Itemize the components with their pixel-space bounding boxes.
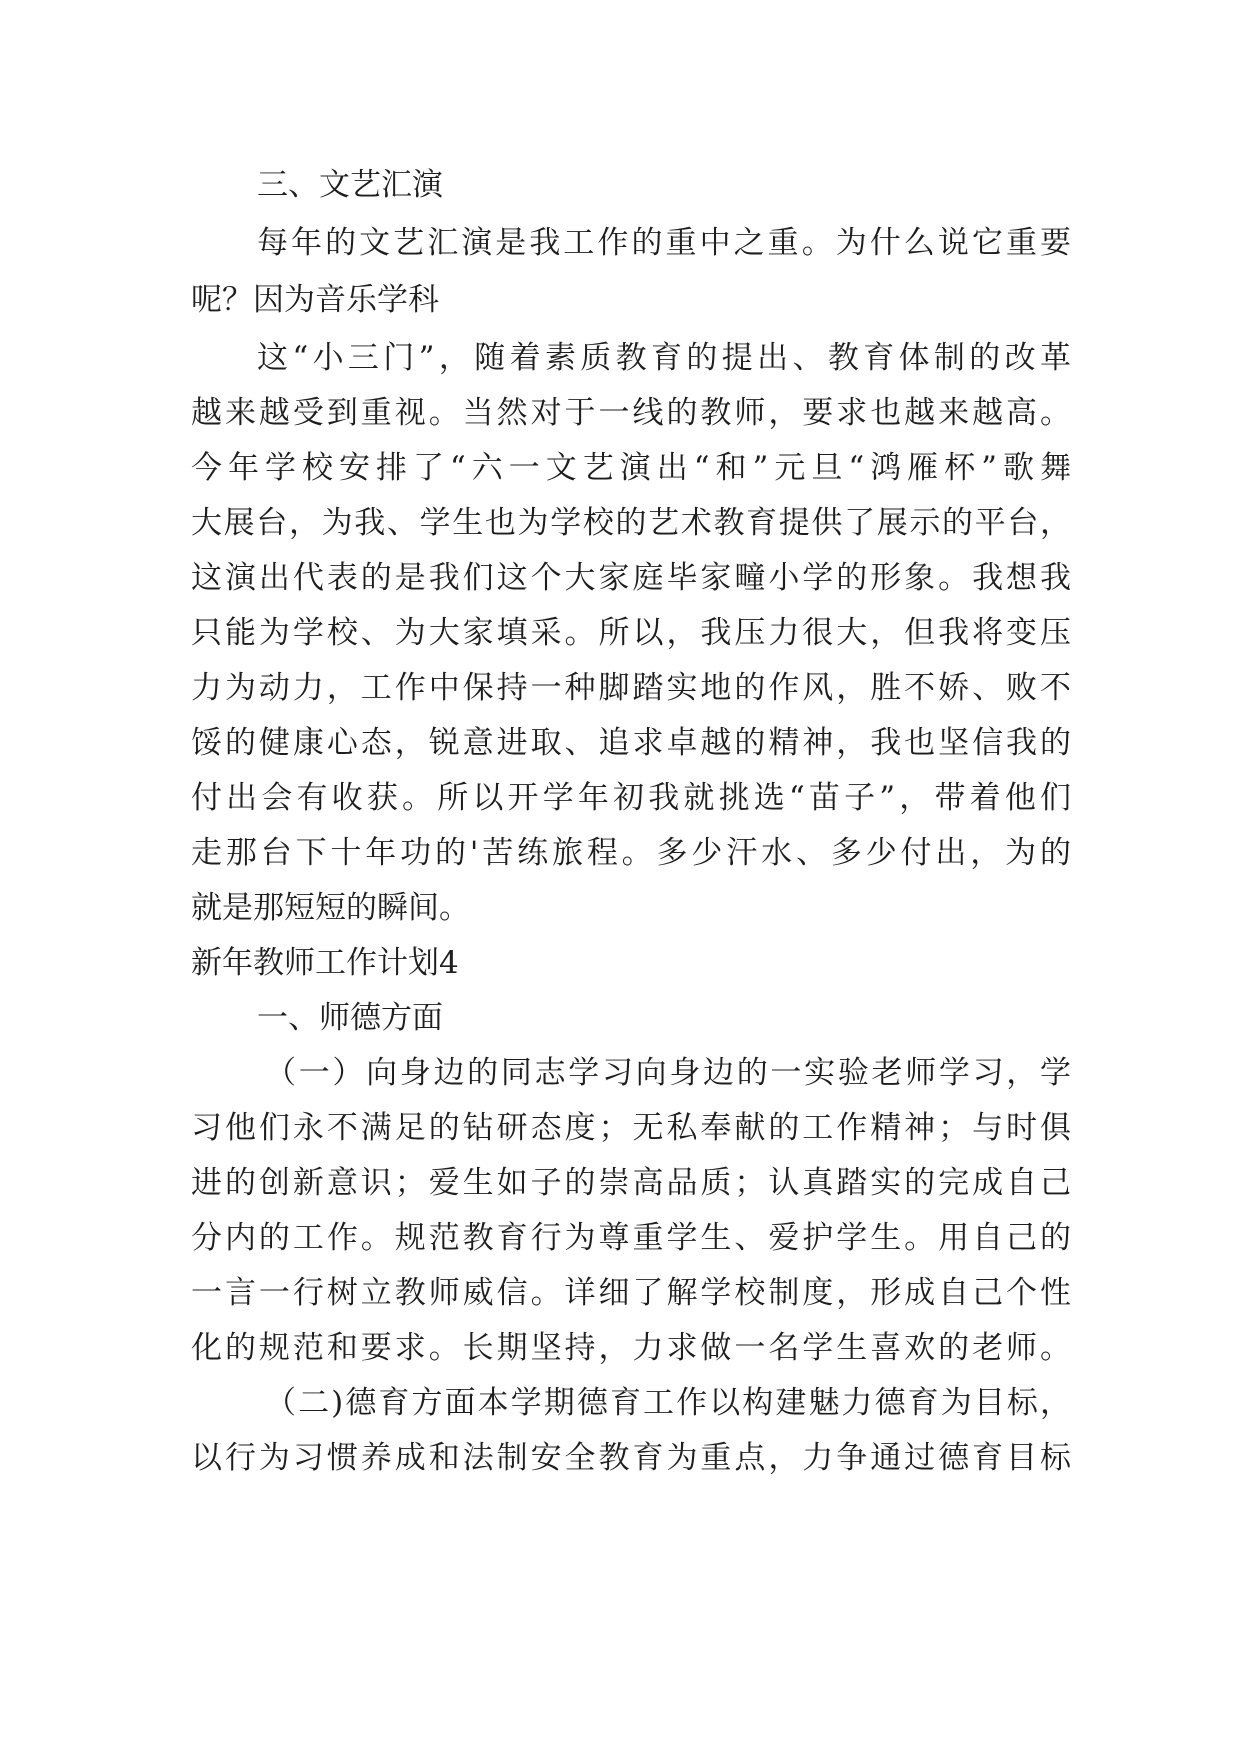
paragraph-line: 呢？因为音乐学科 [191, 282, 439, 318]
section-heading: 一、师德方面 [257, 1000, 443, 1036]
paragraph-line: 化的规范和要求。长期坚持，力求做一名学生喜欢的老师。 [191, 1330, 1071, 1366]
paragraph-line: 习他们永不满足的钻研态度；无私奉献的工作精神；与时俱 [191, 1110, 1071, 1146]
paragraph-line: 走那台下十年功的'苦练旅程。多少汗水、多少付出，为的 [191, 835, 1071, 871]
paragraph-line: 付出会有收获。所以开学年初我就挑选“苗子”，带着他们 [191, 780, 1071, 816]
paragraph-line: 馁的健康心态，锐意进取、追求卓越的精神，我也坚信我的 [191, 725, 1071, 761]
paragraph-line: 这“小三门”，随着素质教育的提出、教育体制的改革 [257, 340, 1071, 376]
paragraph-line: 今年学校安排了“六一文艺演出“和”元旦“鸿雁杯”歌舞 [191, 450, 1071, 486]
paragraph-line: 每年的文艺汇演是我工作的重中之重。为什么说它重要 [257, 225, 1071, 261]
paragraph-line: 越来越受到重视。当然对于一线的教师，要求也越来越高。 [191, 395, 1071, 431]
paragraph-line: 分内的工作。规范教育行为尊重学生、爱护学生。用自己的 [191, 1220, 1071, 1256]
paragraph-line: 这演出代表的是我们这个大家庭毕家疃小学的形象。我想我 [191, 560, 1071, 596]
section-heading: 三、文艺汇演 [257, 167, 443, 203]
document-title: 新年教师工作计划4 [191, 945, 459, 981]
paragraph-line: 大展台，为我、学生也为学校的艺术教育提供了展示的平台， [191, 505, 1071, 541]
paragraph-line: 力为动力，工作中保持一种脚踏实地的作风，胜不娇、败不 [191, 670, 1071, 706]
paragraph-line: 以行为习惯养成和法制安全教育为重点，力争通过德育目标 [191, 1440, 1071, 1476]
paragraph-line: 进的创新意识；爱生如子的崇高品质；认真踏实的完成自己 [191, 1165, 1071, 1201]
paragraph-line: 只能为学校、为大家填采。所以，我压力很大，但我将变压 [191, 615, 1071, 651]
paragraph-line: （二)德育方面本学期德育工作以构建魅力德育为目标， [265, 1385, 1071, 1421]
paragraph-line: 一言一行树立教师威信。详细了解学校制度，形成自己个性 [191, 1275, 1071, 1311]
paragraph-line: （一）向身边的同志学习向身边的一实验老师学习，学 [265, 1055, 1071, 1091]
paragraph-line: 就是那短短的瞬间。 [191, 890, 470, 926]
